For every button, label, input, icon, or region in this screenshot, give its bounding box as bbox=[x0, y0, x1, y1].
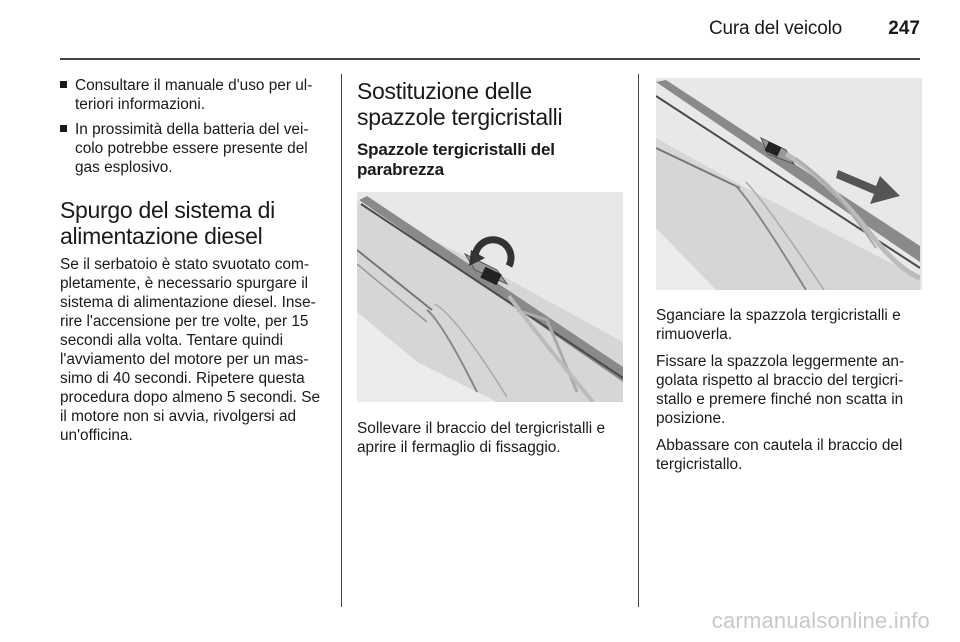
section-heading-diesel: Spurgo del sistema di alimentazione diesel bbox=[60, 197, 275, 249]
header-rule bbox=[60, 58, 920, 60]
instruction-paragraph: Fissare la spazzola leggermente an-golata rispetto al braccio del tergicri-stallo e premere finché non scatta in posizione. bbox=[656, 353, 905, 427]
wiper-raise-illustration bbox=[357, 192, 623, 402]
page-number: 247 bbox=[888, 18, 920, 39]
column-middle bbox=[357, 76, 623, 465]
wiper-removal-illustration bbox=[656, 78, 922, 290]
column-left bbox=[60, 76, 326, 453]
bullet-item bbox=[60, 76, 326, 114]
wiper-blade-detach-drawing bbox=[656, 78, 920, 290]
diesel-paragraph: Se il serbatoio è stato svuotato com-pletamente, è necessario spurgare il sistema di alimentazione diesel. Inse-rire l'accensione per tre volte, per 15 secondi alla volta. Tentare quindi l'avviamento del motore per un mas-simo di 40 secondi. Ripetere questa procedura dopo almeno 5 secondi. Se il motore non si avvia, rivolgersi ad un'officina. bbox=[60, 256, 321, 444]
bullet-list bbox=[60, 76, 326, 177]
column-right bbox=[656, 76, 920, 482]
column-divider-right bbox=[638, 74, 639, 607]
subheading-windshield-wipers: Spazzole tergicristalli del parabrezza bbox=[357, 140, 555, 179]
bullet-text: In prossimità della batteria del vei-colo potrebbe essere presente del gas esplosivo. bbox=[75, 121, 309, 176]
instruction-paragraph: Abbassare con cautela il braccio del tergicristallo. bbox=[656, 437, 903, 473]
figure-caption: Sollevare il braccio del tergicristalli e aprire il fermaglio di fissaggio. bbox=[357, 420, 606, 456]
square-bullet-icon bbox=[60, 81, 67, 88]
instruction-paragraph: Sganciare la spazzola tergicristalli e rimuoverla. bbox=[656, 307, 901, 343]
bullet-item bbox=[60, 120, 326, 177]
header-title: Cura del veicolo bbox=[708, 18, 842, 39]
bullet-text: Consultare il manuale d'uso per ul-teriori informazioni. bbox=[75, 77, 313, 113]
section-heading-wipers: Sostituzione delle spazzole tergicristalli bbox=[357, 78, 563, 130]
wiper-arm-clip-drawing bbox=[357, 192, 623, 402]
square-bullet-icon bbox=[60, 125, 67, 132]
watermark-text: carmanualsonline.info bbox=[711, 608, 930, 633]
column-divider-left bbox=[341, 74, 342, 607]
